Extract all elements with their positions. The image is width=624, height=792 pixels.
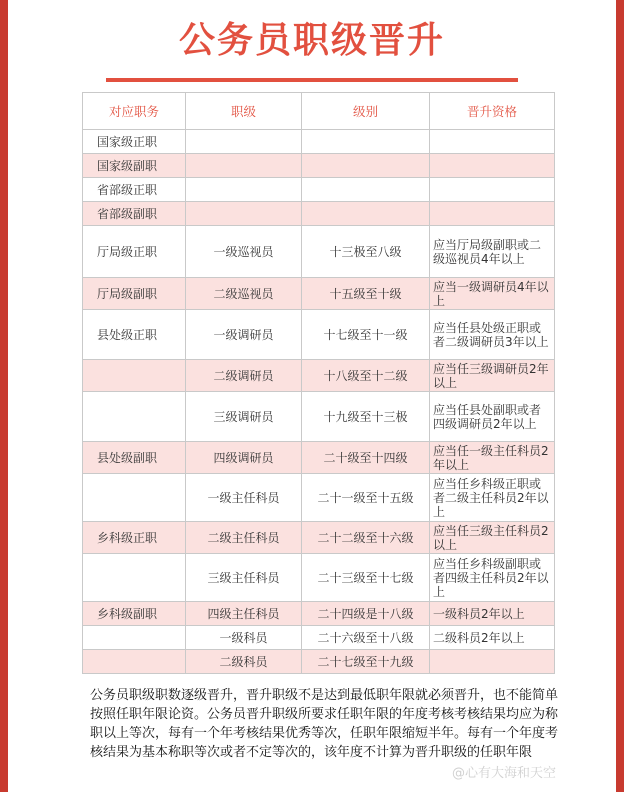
cell-level: 二十级至十四级 — [302, 442, 430, 474]
cell-level: 十五级至十级 — [302, 278, 430, 310]
cell-qualification — [430, 202, 555, 226]
cell-position: 省部级副职 — [83, 202, 186, 226]
cell-position: 厅局级正职 — [83, 226, 186, 278]
title-underline — [106, 78, 518, 82]
cell-level: 十七级至十一级 — [302, 310, 430, 360]
explanation-paragraph: 公务员职级职数逐级晋升，晋升职级不是达到最低职年限就必须晋升，也不能简单按照任职年限论资。公务员晋升职级所要求任职年限的年度考核考核结果均应为称职以上等次，每有一个年考核结果优秀等次，任职年限缩短半年。每有一个年度考核结果为基本称职等次或者不定等次的，该年度不计算为晋升职级的任职年限 — [90, 688, 559, 760]
cell-position: 乡科级副职 — [83, 602, 186, 626]
cell-qualification — [430, 130, 555, 154]
cell-qualification: 应当任三级主任科员2以上 — [430, 522, 555, 554]
cell-rank: 四级主任科员 — [186, 602, 302, 626]
cell-level — [302, 202, 430, 226]
table-row — [83, 650, 555, 674]
cell-qualification: 应当任县处副职或者四级调研员2年以上 — [430, 392, 555, 442]
cell-qualification: 应当一级调研员4年以上 — [430, 278, 555, 310]
cell-qualification: 应当厅局级副职或二级巡视员4年以上 — [430, 226, 555, 278]
cell-position: 县处级副职 — [83, 442, 186, 474]
cell-level: 二十一级至十五级 — [302, 474, 430, 522]
cell-rank — [186, 178, 302, 202]
cell-rank: 三级主任科员 — [186, 554, 302, 602]
header-level: 级别 — [302, 93, 430, 130]
cell-rank: 二级调研员 — [186, 360, 302, 392]
table-row — [83, 154, 555, 178]
table-row — [83, 442, 555, 474]
cell-level — [302, 178, 430, 202]
table-row — [83, 278, 555, 310]
cell-rank: 一级调研员 — [186, 310, 302, 360]
cell-position: 厅局级副职 — [83, 278, 186, 310]
table-row — [83, 360, 555, 392]
header-rank: 职级 — [186, 93, 302, 130]
cell-qualification: 二级科员2年以上 — [430, 626, 555, 650]
rank-promotion-table — [82, 92, 555, 674]
cell-qualification: 应当任县处级正职或者二级调研员3年以上 — [430, 310, 555, 360]
cell-qualification — [430, 650, 555, 674]
table-row — [83, 626, 555, 650]
cell-position: 乡科级正职 — [83, 522, 186, 554]
table-row — [83, 178, 555, 202]
cell-position: 省部级正职 — [83, 178, 186, 202]
cell-position — [83, 554, 186, 602]
cell-position — [83, 392, 186, 442]
table-row — [83, 130, 555, 154]
table-row — [83, 602, 555, 626]
table-row — [83, 474, 555, 522]
cell-rank: 三级调研员 — [186, 392, 302, 442]
cell-level: 十九级至十三极 — [302, 392, 430, 442]
cell-qualification — [430, 154, 555, 178]
cell-qualification: 应当任三级调研员2年以上 — [430, 360, 555, 392]
table-row — [83, 554, 555, 602]
cell-rank — [186, 130, 302, 154]
header-position: 对应职务 — [83, 93, 186, 130]
cell-level: 二十四级是十八级 — [302, 602, 430, 626]
table-row — [83, 226, 555, 278]
table-row — [83, 202, 555, 226]
cell-level: 十三极至八级 — [302, 226, 430, 278]
cell-qualification: 应当任乡科级副职或者四级主任科员2年以上 — [430, 554, 555, 602]
cell-position: 县处级正职 — [83, 310, 186, 360]
table-header-row — [83, 93, 555, 130]
cell-level: 二十三级至十七级 — [302, 554, 430, 602]
cell-level: 十八级至十二级 — [302, 360, 430, 392]
cell-rank: 二级主任科员 — [186, 522, 302, 554]
cell-qualification — [430, 178, 555, 202]
cell-position: 国家级正职 — [83, 130, 186, 154]
cell-qualification: 一级科员2年以上 — [430, 602, 555, 626]
cell-qualification: 应当任一级主任科员2年以上 — [430, 442, 555, 474]
cell-rank: 二级巡视员 — [186, 278, 302, 310]
cell-rank — [186, 202, 302, 226]
table-row — [83, 392, 555, 442]
page-title: 公务员职级晋升 — [178, 20, 445, 61]
cell-rank: 一级科员 — [186, 626, 302, 650]
cell-position — [83, 650, 186, 674]
cell-rank: 二级科员 — [186, 650, 302, 674]
cell-level: 二十二级至十六级 — [302, 522, 430, 554]
cell-rank: 四级调研员 — [186, 442, 302, 474]
table-row — [83, 522, 555, 554]
cell-level: 二十七级至十九级 — [302, 650, 430, 674]
cell-position — [83, 626, 186, 650]
cell-rank: 一级巡视员 — [186, 226, 302, 278]
author-watermark: @心有大海和天空 — [452, 766, 557, 781]
header-qualification: 晋升资格 — [430, 93, 555, 130]
cell-qualification: 应当任乡科级正职或者二级主任科员2年以上 — [430, 474, 555, 522]
cell-level — [302, 130, 430, 154]
cell-position: 国家级副职 — [83, 154, 186, 178]
cell-position — [83, 360, 186, 392]
cell-level: 二十六级至十八级 — [302, 626, 430, 650]
cell-rank — [186, 154, 302, 178]
rank-table-container — [82, 92, 554, 678]
table-row — [83, 310, 555, 360]
cell-position — [83, 474, 186, 522]
cell-level — [302, 154, 430, 178]
cell-rank: 一级主任科员 — [186, 474, 302, 522]
